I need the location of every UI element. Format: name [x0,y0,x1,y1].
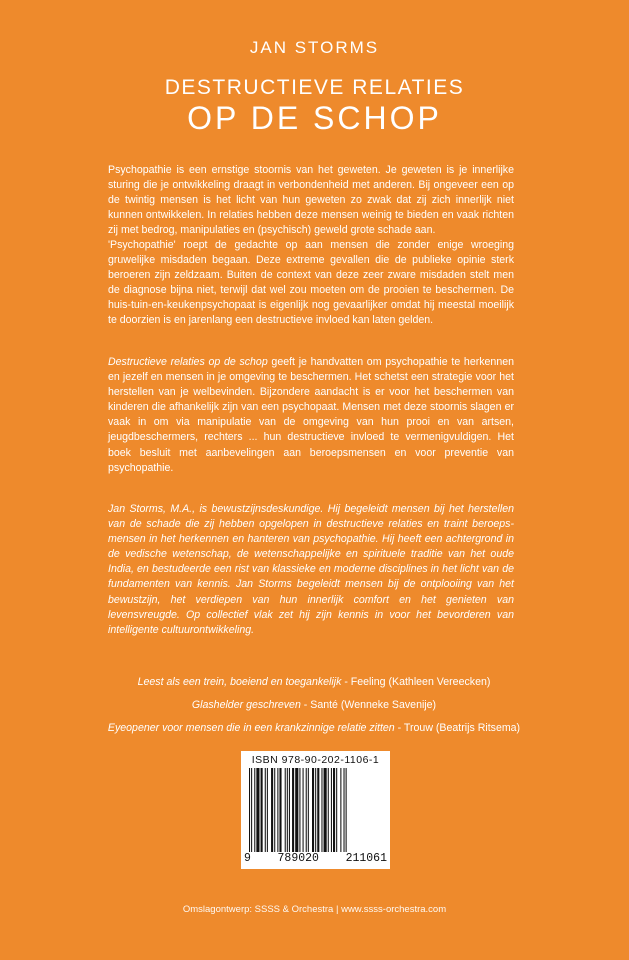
paragraph-text: Jan Storms, M.A., is bewustzijnsdeskundige. Hij begeleidt mensen bij het herstellen van de schade die zij hebben opgelopen in destructieve relaties en traint beroeps-mensen in het herkennen en hanteren van psychopathie. Hij heeft een achtergrond in de vedische wetenschap, de wetenschappelijke en spirituele traditie van het oude India, en bestudeerde een rist van klassieke en moderne disciplines in het licht van de fundamenten van kennis. Jan Storms begeleidt mensen bij de ontplooiing van het bewustzijn, het verdiepen van hun innerlijk comfort en het genieten van levensvreugde. Op collectief vlak zet hij zijn kennis in voor het bevorderen van intelligente cultuurontwikkeling. [108,503,514,636]
quote-text: Eyeopener voor mensen die in een krankzinnige relatie zitten [107,722,395,734]
review-quote [96,721,532,735]
book-title: OP DE SCHOP [187,100,442,136]
author-name: JAN STORMS [249,38,380,57]
paragraph-text: 'Psychopathie' roept de gedachte op aan mensen die zonder enige wroeging gruwelijke misdaden begaan. Deze extreme gevallen die de publieke opinie sterk beroeren zijn zeldzaam. Buiten de context van deze zeer zware misdaden stelt men de diagnose bijna niet, terwijl dat wel zou moeten om de prooien te beschermen. De huis-tuin-en-keukenpsychopaat is eigenlijk nog gevaarlijker omdat hij meestal moeilijk te doorzien is en jarenlang een destructieve invloed kan laten gelden. [108,239,514,327]
book-description-paragraph [108,355,514,476]
barcode-digit-group-right: 211061 [345,852,387,865]
barcode-bars-icon [249,768,382,854]
book-subtitle: DESTRUCTIEVE RELATIES [164,76,465,99]
book-title-inline: Destructieve relaties op de schop [108,356,268,368]
quote-text: Leest als een trein, boeiend en toegankelijk [137,676,342,688]
cover-design-credit: Omslagontwerp: SSSS & Orchestra | www.ssss-orchestra.com [182,904,447,915]
barcode-digit-group-left: 789020 [277,852,319,865]
review-quote [96,675,532,689]
quote-source: - Trouw (Beatrijs Ritsema) [394,722,521,734]
quote-source: - Santé (Wenneke Savenije) [300,699,437,711]
paragraph-text [108,355,514,476]
psychopathy-paragraph [108,238,514,329]
barcode-digit-lead: 9 [244,852,251,865]
paragraph-text: Psychopathie is een ernstige stoornis van het geweten. Je geweten is je innerlijke sturing die je ontwikkeling draagt in verbondenheid met anderen. Bij ongeveer een op de twintig mensen is het licht van hun geweten zo zwak dat zij zich innerlijk niet kunnen ontwikkelen. In relaties hebben deze mensen weinig te bieden en vaak richten zij met bedrog, manipulaties en (psychisch) geweld grote schade aan. [108,164,514,237]
barcode-digits [244,852,387,865]
review-quotes [96,675,532,744]
author-bio-paragraph [108,502,514,638]
review-quote [96,698,532,712]
quote-source: - Feeling (Kathleen Vereecken) [341,676,491,688]
paragraph-rest: geeft je handvatten om psychopathie te herkennen en jezelf en mensen in je omgeving te beschermen. Het schetst een strategie voor het herstellen van je welbevinden. Bijzondere aandacht is er voor het beschermen van kinderen die afhankelijk zijn van een psychopaat. Mensen met deze stoornis slagen er vaak in om via manipulatie van de omgeving van hun prooi en van artsen, jeugdbeschermers, rechters ... hun destructieve invloed te vermenigvuldigen. Het boek besluit met aanbevelingen aan beroepsmensen en voor preventie van psychopathie. [108,356,514,474]
isbn-barcode [241,751,390,869]
isbn-label: ISBN 978-90-202-1106-1 [251,754,380,766]
intro-paragraph [108,163,514,238]
quote-text: Glashelder geschreven [191,699,301,711]
